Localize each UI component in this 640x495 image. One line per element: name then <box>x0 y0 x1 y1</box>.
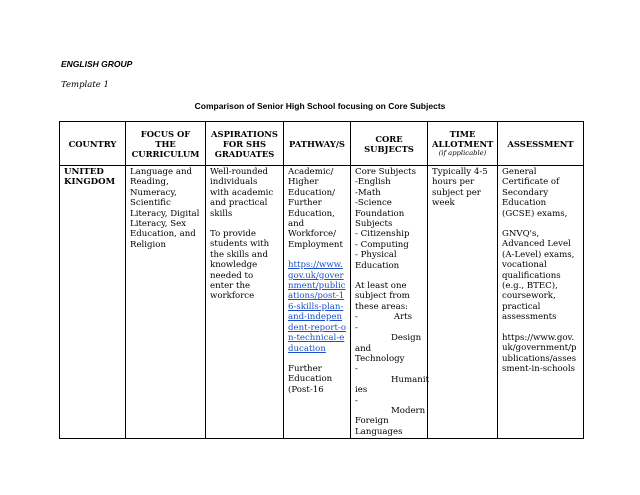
optional-area-item: - Arts <box>355 312 413 323</box>
core-subjects-heading: Core Subjects <box>355 167 417 177</box>
optional-areas-text: At least one subject from these areas: <box>355 281 410 312</box>
column-header-time-allotment <box>428 122 498 166</box>
document-title: Comparison of Senior High School focusing on Core Subjects <box>194 101 446 111</box>
assessment-url: https://www.gov.uk/government/publications/assessment-in-schools <box>502 332 577 374</box>
time-allotment-note: (if applicable) <box>438 149 487 157</box>
assessment-text-2: GNVQ's, Advanced Level (A-Level) exams, vocational qualifications (e.g., BTEC), coursework, practical assessments <box>502 229 575 323</box>
cell-time-allotment: Typically 4-5 hours per subject per week <box>428 166 498 439</box>
table-header-row <box>60 122 584 166</box>
pathway-further-text: Further Education (Post-16 <box>288 363 333 395</box>
aspirations-text-1: Well-rounded individuals with academic and practical skills <box>210 167 274 219</box>
core-subject-item: -English <box>355 177 391 188</box>
table-row <box>60 166 584 439</box>
cell-pathway <box>284 166 351 439</box>
group-label: ENGLISH GROUP <box>61 59 133 69</box>
column-header-country: COUNTRY <box>60 122 126 166</box>
cell-country: UNITED KINGDOM <box>60 166 126 439</box>
foundation-subject-item: - Physical Education <box>355 250 400 271</box>
foundation-subject-item: - Computing <box>355 239 409 250</box>
core-subject-item: -Math <box>355 187 381 198</box>
aspirations-text-2: To provide students with the skills and knowledge needed to enter the workforce <box>210 229 270 302</box>
pathway-text: Academic/ Higher Education/ Further Education, and Workforce/ Employment <box>288 167 343 250</box>
comparison-table <box>59 121 584 439</box>
cell-focus: Language and Reading, Numeracy, Scientific Literacy, Digital Literacy, Sex Education, and Religion <box>126 166 206 439</box>
time-allotment-label: TIME ALLOTMENT <box>432 129 494 149</box>
core-subject-item: -Science <box>355 198 392 209</box>
column-header-assessment: ASSESSMENT <box>498 122 584 166</box>
template-label: Template 1 <box>61 80 109 90</box>
cell-assessment <box>498 166 584 439</box>
assessment-text-1: General Certificate of Secondary Education (GCSE) exams, <box>502 167 568 219</box>
pathway-link[interactable]: https://www.gov.uk/government/publications/post-16-skills-plan-and-independent-report-on-technical-education <box>288 260 346 354</box>
column-header-core-subjects: CORE SUBJECTS <box>351 122 428 166</box>
foundation-subjects-heading: Foundation Subjects <box>355 208 405 230</box>
optional-area-item: -Modern Foreign Languages <box>355 395 426 437</box>
cell-core-subjects <box>351 166 428 439</box>
optional-area-item: -Humanit ies <box>355 364 430 396</box>
optional-area-item: -Design and Technology <box>355 322 422 364</box>
cell-aspirations <box>206 166 284 439</box>
column-header-aspirations: ASPIRATIONS FOR SHS GRADUATES <box>206 122 284 166</box>
foundation-subject-item: - Citizenship <box>355 229 410 240</box>
column-header-pathways: PATHWAY/S <box>284 122 351 166</box>
column-header-focus: FOCUS OF THE CURRICULUM <box>126 122 206 166</box>
